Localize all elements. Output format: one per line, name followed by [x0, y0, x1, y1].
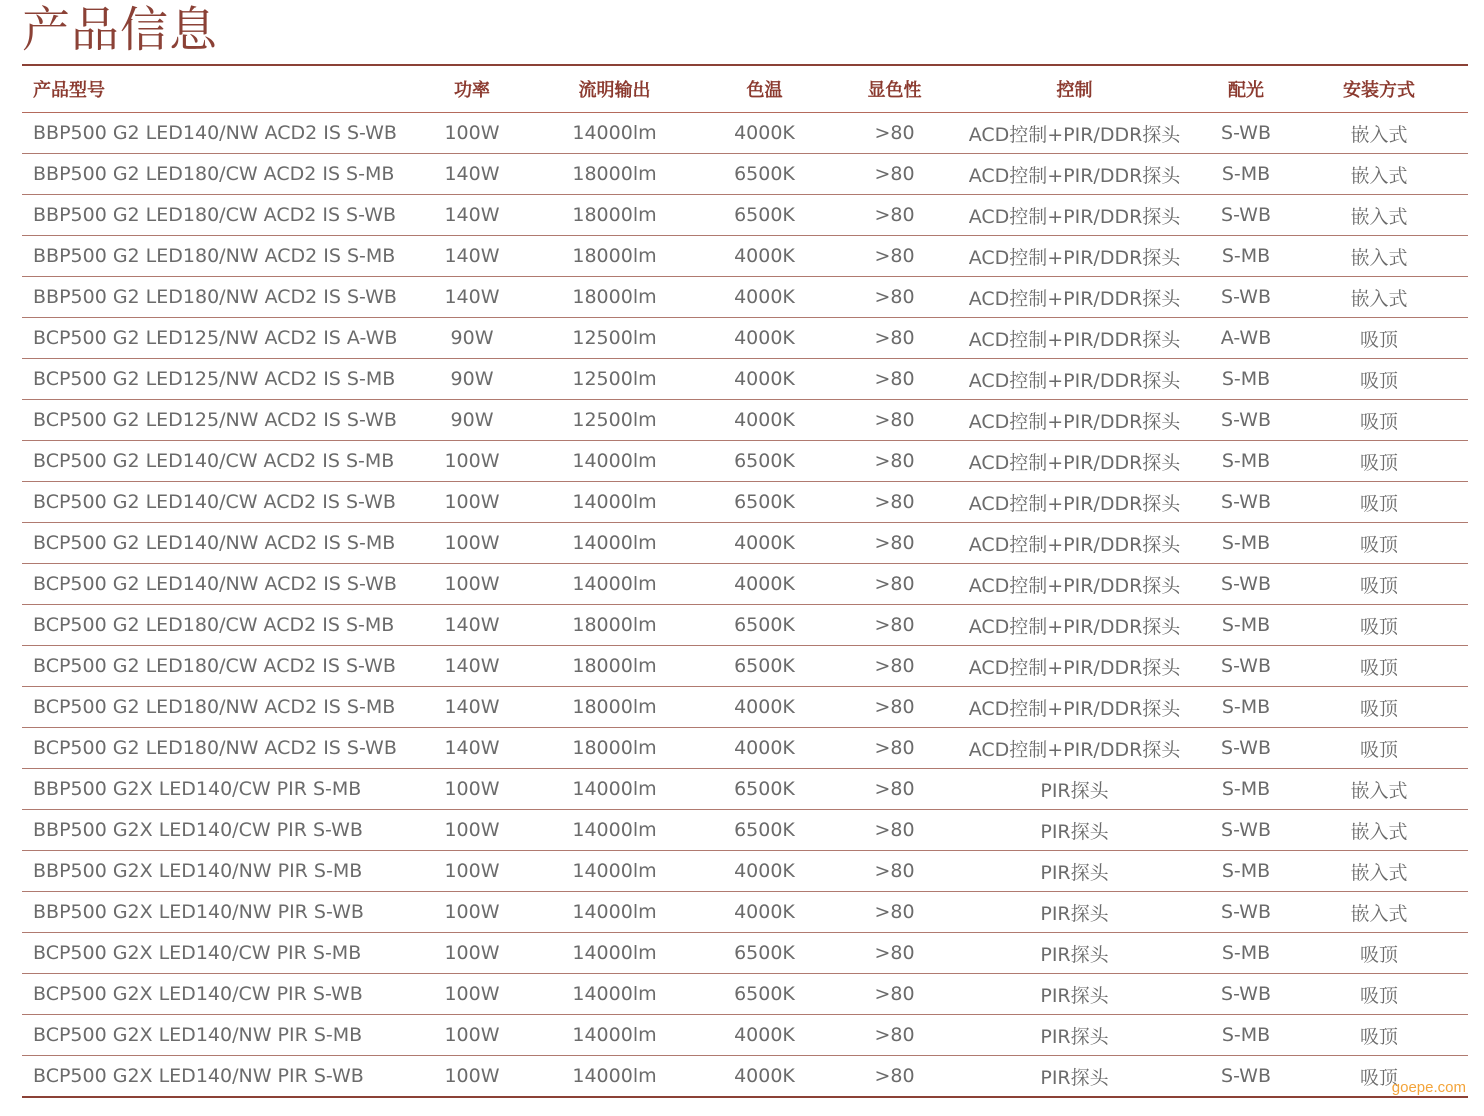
cell-mounting: 吸顶 — [1290, 441, 1468, 482]
cell-lumen: 18000lm — [542, 687, 687, 728]
header-lumen: 流明输出 — [542, 66, 687, 113]
table-row — [22, 728, 1468, 769]
cell-color-temp: 4000K — [687, 564, 842, 605]
cell-model: BBP500 G2X LED140/CW PIR S-WB — [22, 810, 402, 851]
table-row — [22, 564, 1468, 605]
cell-mounting: 嵌入式 — [1290, 236, 1468, 277]
header-power: 功率 — [402, 66, 542, 113]
table-row — [22, 113, 1468, 154]
cell-mounting: 吸顶 — [1290, 564, 1468, 605]
cell-mounting: 吸顶 — [1290, 728, 1468, 769]
cell-model: BBP500 G2 LED140/NW ACD2 IS S-WB — [22, 113, 402, 154]
cell-model: BBP500 G2 LED180/NW ACD2 IS S-MB — [22, 236, 402, 277]
cell-distribution: S-MB — [1202, 605, 1290, 646]
cell-power: 140W — [402, 728, 542, 769]
cell-distribution: A-WB — [1202, 318, 1290, 359]
cell-model: BCP500 G2X LED140/CW PIR S-WB — [22, 974, 402, 1015]
table-row — [22, 523, 1468, 564]
cell-mounting: 吸顶 — [1290, 1015, 1468, 1056]
cell-cri: >80 — [842, 318, 947, 359]
cell-cri: >80 — [842, 277, 947, 318]
cell-lumen: 12500lm — [542, 318, 687, 359]
cell-mounting: 吸顶 — [1290, 318, 1468, 359]
cell-control: ACD控制+PIR/DDR探头 — [947, 441, 1202, 482]
cell-cri: >80 — [842, 441, 947, 482]
cell-mounting: 吸顶 — [1290, 605, 1468, 646]
cell-distribution: S-WB — [1202, 810, 1290, 851]
cell-lumen: 14000lm — [542, 974, 687, 1015]
cell-cri: >80 — [842, 892, 947, 933]
table-bottom-rule — [22, 1096, 1468, 1098]
cell-distribution: S-MB — [1202, 154, 1290, 195]
table-row — [22, 810, 1468, 851]
cell-lumen: 14000lm — [542, 482, 687, 523]
cell-model: BCP500 G2 LED125/NW ACD2 IS S-MB — [22, 359, 402, 400]
cell-color-temp: 6500K — [687, 195, 842, 236]
table-row — [22, 974, 1468, 1015]
cell-color-temp: 4000K — [687, 236, 842, 277]
cell-lumen: 14000lm — [542, 810, 687, 851]
table-row — [22, 236, 1468, 277]
cell-control: PIR探头 — [947, 851, 1202, 892]
table-row — [22, 892, 1468, 933]
cell-cri: >80 — [874, 1065, 915, 1087]
cell-lumen: 14000lm — [542, 769, 687, 810]
table-row — [22, 441, 1468, 482]
header-distribution: 配光 — [1202, 66, 1290, 113]
cell-color-temp: 6500K — [687, 769, 842, 810]
cell-distribution: S-MB — [1202, 851, 1290, 892]
cell-distribution: S-WB — [1202, 564, 1290, 605]
table-header-row — [22, 66, 1468, 113]
cell-model: BCP500 G2 LED125/NW ACD2 IS A-WB — [22, 318, 402, 359]
cell-cri: >80 — [842, 974, 947, 1015]
cell-color-temp: 4000K — [687, 728, 842, 769]
cell-cri: >80 — [842, 564, 947, 605]
cell-control: ACD控制+PIR/DDR探头 — [947, 359, 1202, 400]
cell-mounting: 嵌入式 — [1290, 851, 1468, 892]
cell-power: 100W — [402, 810, 542, 851]
cell-power: 100W — [402, 974, 542, 1015]
cell-mounting: 吸顶 — [1290, 400, 1468, 441]
cell-mounting: 嵌入式 — [1290, 769, 1468, 810]
cell-control: ACD控制+PIR/DDR探头 — [947, 277, 1202, 318]
cell-power: 140W — [402, 605, 542, 646]
cell-cri: >80 — [842, 154, 947, 195]
cell-mounting: 嵌入式 — [1290, 277, 1468, 318]
cell-power: 100W — [402, 523, 542, 564]
header-cri: 显色性 — [842, 66, 947, 113]
product-table — [22, 66, 1468, 1096]
cell-model: BBP500 G2X LED140/NW PIR S-WB — [22, 892, 402, 933]
cell-power: 100W — [402, 851, 542, 892]
page-title: 产品信息 — [22, 2, 219, 58]
cell-control: ACD控制+PIR/DDR探头 — [947, 564, 1202, 605]
cell-model: BCP500 G2 LED140/CW ACD2 IS S-WB — [22, 482, 402, 523]
cell-color-temp: 4000K — [687, 318, 842, 359]
cell-control: ACD控制+PIR/DDR探头 — [947, 605, 1202, 646]
header-mounting: 安装方式 — [1290, 66, 1468, 113]
cell-lumen: 18000lm — [542, 728, 687, 769]
cell-cri: >80 — [842, 851, 947, 892]
cell-model: BCP500 G2 LED140/NW ACD2 IS S-MB — [22, 523, 402, 564]
cell-distribution: S-WB — [1202, 728, 1290, 769]
cell-mounting: 嵌入式 — [1290, 810, 1468, 851]
cell-power: 140W — [402, 236, 542, 277]
cell-color-temp: 6500K — [687, 441, 842, 482]
cell-distribution: S-MB — [1202, 523, 1290, 564]
cell-model: BBP500 G2X LED140/NW PIR S-MB — [22, 851, 402, 892]
cell-distribution: S-MB — [1202, 769, 1290, 810]
cell-control: ACD控制+PIR/DDR探头 — [947, 523, 1202, 564]
cell-cri: >80 — [842, 400, 947, 441]
cell-cri: >80 — [842, 1015, 947, 1056]
cell-control: ACD控制+PIR/DDR探头 — [947, 687, 1202, 728]
cell-control: ACD控制+PIR/DDR探头 — [947, 728, 1202, 769]
cell-color-temp: 4000K — [687, 400, 842, 441]
cell-lumen: 18000lm — [542, 277, 687, 318]
cell-cri: >80 — [842, 523, 947, 564]
cell-distribution: S-MB — [1202, 933, 1290, 974]
cell-power: 100W — [402, 113, 542, 154]
cell-power: 140W — [402, 687, 542, 728]
cell-power: 90W — [402, 359, 542, 400]
cell-lumen: 18000lm — [542, 154, 687, 195]
cell-mounting: 吸顶 — [1359, 1066, 1398, 1089]
cell-lumen: 14000lm — [572, 1065, 657, 1087]
cell-cri: >80 — [842, 769, 947, 810]
cell-model: BBP500 G2X LED140/CW PIR S-MB — [22, 769, 402, 810]
cell-model: BCP500 G2 LED125/NW ACD2 IS S-WB — [22, 400, 402, 441]
cell-color-temp: 4000K — [687, 277, 842, 318]
cell-lumen: 18000lm — [542, 646, 687, 687]
table-row — [22, 1056, 1468, 1097]
cell-mounting: 吸顶 — [1290, 646, 1468, 687]
cell-color-temp: 6500K — [687, 605, 842, 646]
cell-control: ACD控制+PIR/DDR探头 — [947, 318, 1202, 359]
cell-mounting: 嵌入式 — [1290, 154, 1468, 195]
cell-lumen: 12500lm — [542, 359, 687, 400]
cell-color-temp: 4000K — [687, 523, 842, 564]
cell-lumen: 14000lm — [542, 441, 687, 482]
cell-mounting: 吸顶 — [1290, 933, 1468, 974]
cell-control: ACD控制+PIR/DDR探头 — [947, 154, 1202, 195]
cell-cri: >80 — [842, 605, 947, 646]
cell-cri: >80 — [842, 482, 947, 523]
cell-control: ACD控制+PIR/DDR探头 — [947, 482, 1202, 523]
cell-mounting: 吸顶 — [1290, 974, 1468, 1015]
table-row — [22, 195, 1468, 236]
cell-power: 100W — [402, 482, 542, 523]
cell-distribution: S-WB — [1221, 1065, 1271, 1087]
cell-color-temp: 4000K — [687, 851, 842, 892]
cell-cri: >80 — [842, 810, 947, 851]
cell-power: 140W — [402, 646, 542, 687]
cell-color-temp: 4000K — [687, 892, 842, 933]
cell-distribution: S-WB — [1202, 400, 1290, 441]
table-row — [22, 277, 1468, 318]
cell-lumen: 14000lm — [542, 523, 687, 564]
cell-control: PIR探头 — [947, 769, 1202, 810]
cell-lumen: 14000lm — [542, 933, 687, 974]
cell-power: 100W — [402, 1015, 542, 1056]
cell-lumen: 18000lm — [542, 195, 687, 236]
table-row — [22, 933, 1468, 974]
cell-distribution: S-MB — [1202, 441, 1290, 482]
cell-color-temp: 6500K — [687, 154, 842, 195]
cell-power: 100W — [402, 892, 542, 933]
cell-model: BBP500 G2 LED180/CW ACD2 IS S-MB — [22, 154, 402, 195]
cell-power: 100W — [402, 441, 542, 482]
product-table-container — [22, 64, 1468, 1098]
cell-cri: >80 — [842, 933, 947, 974]
cell-control: PIR探头 — [1040, 1066, 1109, 1089]
table-row — [22, 687, 1468, 728]
table-row — [22, 359, 1468, 400]
table-row — [22, 318, 1468, 359]
table-row — [22, 1015, 1468, 1056]
header-model: 产品型号 — [22, 66, 402, 113]
cell-cri: >80 — [842, 236, 947, 277]
cell-power: 100W — [444, 1065, 500, 1087]
cell-control: PIR探头 — [947, 933, 1202, 974]
table-row — [22, 769, 1468, 810]
cell-control: PIR探头 — [947, 1015, 1202, 1056]
cell-control: ACD控制+PIR/DDR探头 — [947, 646, 1202, 687]
cell-cri: >80 — [842, 113, 947, 154]
cell-model: BCP500 G2 LED140/NW ACD2 IS S-WB — [22, 564, 402, 605]
cell-power: 100W — [402, 564, 542, 605]
cell-power: 140W — [402, 195, 542, 236]
table-row — [22, 482, 1468, 523]
cell-mounting: 吸顶 — [1290, 482, 1468, 523]
cell-color-temp: 4000K — [687, 113, 842, 154]
cell-color-temp: 6500K — [687, 974, 842, 1015]
cell-control: ACD控制+PIR/DDR探头 — [947, 400, 1202, 441]
cell-lumen: 14000lm — [542, 1015, 687, 1056]
cell-power: 100W — [402, 933, 542, 974]
cell-distribution: S-WB — [1202, 892, 1290, 933]
cell-distribution: S-WB — [1202, 277, 1290, 318]
cell-control: ACD控制+PIR/DDR探头 — [947, 236, 1202, 277]
cell-cri: >80 — [842, 195, 947, 236]
header-color-temp: 色温 — [687, 66, 842, 113]
cell-mounting: 嵌入式 — [1290, 892, 1468, 933]
cell-cri: >80 — [842, 728, 947, 769]
cell-model: BCP500 G2 LED140/CW ACD2 IS S-MB — [22, 441, 402, 482]
cell-distribution: S-WB — [1202, 646, 1290, 687]
cell-color-temp: 4000K — [687, 1015, 842, 1056]
cell-lumen: 14000lm — [542, 892, 687, 933]
cell-color-temp: 6500K — [687, 482, 842, 523]
cell-lumen: 14000lm — [542, 564, 687, 605]
cell-model: BCP500 G2X LED140/NW PIR S-WB — [33, 1065, 364, 1087]
cell-mounting: 嵌入式 — [1290, 195, 1468, 236]
cell-color-temp: 6500K — [687, 933, 842, 974]
cell-model: BBP500 G2 LED180/CW ACD2 IS S-WB — [22, 195, 402, 236]
cell-distribution: S-MB — [1202, 359, 1290, 400]
cell-color-temp: 6500K — [687, 646, 842, 687]
cell-lumen: 18000lm — [542, 236, 687, 277]
cell-model: BCP500 G2 LED180/NW ACD2 IS S-WB — [22, 728, 402, 769]
cell-control: PIR探头 — [947, 892, 1202, 933]
cell-distribution: S-WB — [1202, 482, 1290, 523]
table-row — [22, 605, 1468, 646]
cell-color-temp: 4000K — [734, 1065, 795, 1087]
cell-lumen: 14000lm — [542, 851, 687, 892]
cell-power: 140W — [402, 154, 542, 195]
cell-model: BBP500 G2 LED180/NW ACD2 IS S-WB — [22, 277, 402, 318]
cell-mounting: 吸顶 — [1290, 359, 1468, 400]
cell-model: BCP500 G2 LED180/CW ACD2 IS S-MB — [22, 605, 402, 646]
cell-control: ACD控制+PIR/DDR探头 — [947, 113, 1202, 154]
cell-control: ACD控制+PIR/DDR探头 — [947, 195, 1202, 236]
cell-lumen: 14000lm — [542, 113, 687, 154]
cell-control: PIR探头 — [947, 974, 1202, 1015]
cell-cri: >80 — [842, 687, 947, 728]
cell-color-temp: 4000K — [687, 359, 842, 400]
cell-cri: >80 — [842, 359, 947, 400]
cell-power: 100W — [402, 769, 542, 810]
cell-model: BCP500 G2 LED180/CW ACD2 IS S-WB — [22, 646, 402, 687]
table-row — [22, 851, 1468, 892]
cell-distribution: S-MB — [1202, 687, 1290, 728]
cell-distribution: S-WB — [1202, 974, 1290, 1015]
cell-lumen: 12500lm — [542, 400, 687, 441]
cell-distribution: S-MB — [1202, 236, 1290, 277]
table-row — [22, 646, 1468, 687]
cell-distribution: S-MB — [1202, 1015, 1290, 1056]
cell-distribution: S-WB — [1202, 195, 1290, 236]
table-row — [22, 154, 1468, 195]
cell-distribution: S-WB — [1202, 113, 1290, 154]
cell-model: BCP500 G2X LED140/CW PIR S-MB — [22, 933, 402, 974]
cell-color-temp: 4000K — [687, 687, 842, 728]
cell-power: 140W — [402, 277, 542, 318]
cell-mounting: 吸顶 — [1290, 687, 1468, 728]
table-row — [22, 400, 1468, 441]
header-control: 控制 — [947, 66, 1202, 113]
cell-model: BCP500 G2X LED140/NW PIR S-MB — [22, 1015, 402, 1056]
cell-cri: >80 — [842, 646, 947, 687]
table-body — [22, 113, 1468, 1097]
cell-mounting: 嵌入式 — [1290, 113, 1468, 154]
cell-power: 90W — [402, 318, 542, 359]
cell-color-temp: 6500K — [687, 810, 842, 851]
cell-model: BCP500 G2 LED180/NW ACD2 IS S-MB — [22, 687, 402, 728]
cell-control: PIR探头 — [947, 810, 1202, 851]
cell-mounting: 吸顶 — [1290, 523, 1468, 564]
watermark: goepe.com — [1391, 1079, 1466, 1096]
cell-power: 90W — [402, 400, 542, 441]
cell-lumen: 18000lm — [542, 605, 687, 646]
